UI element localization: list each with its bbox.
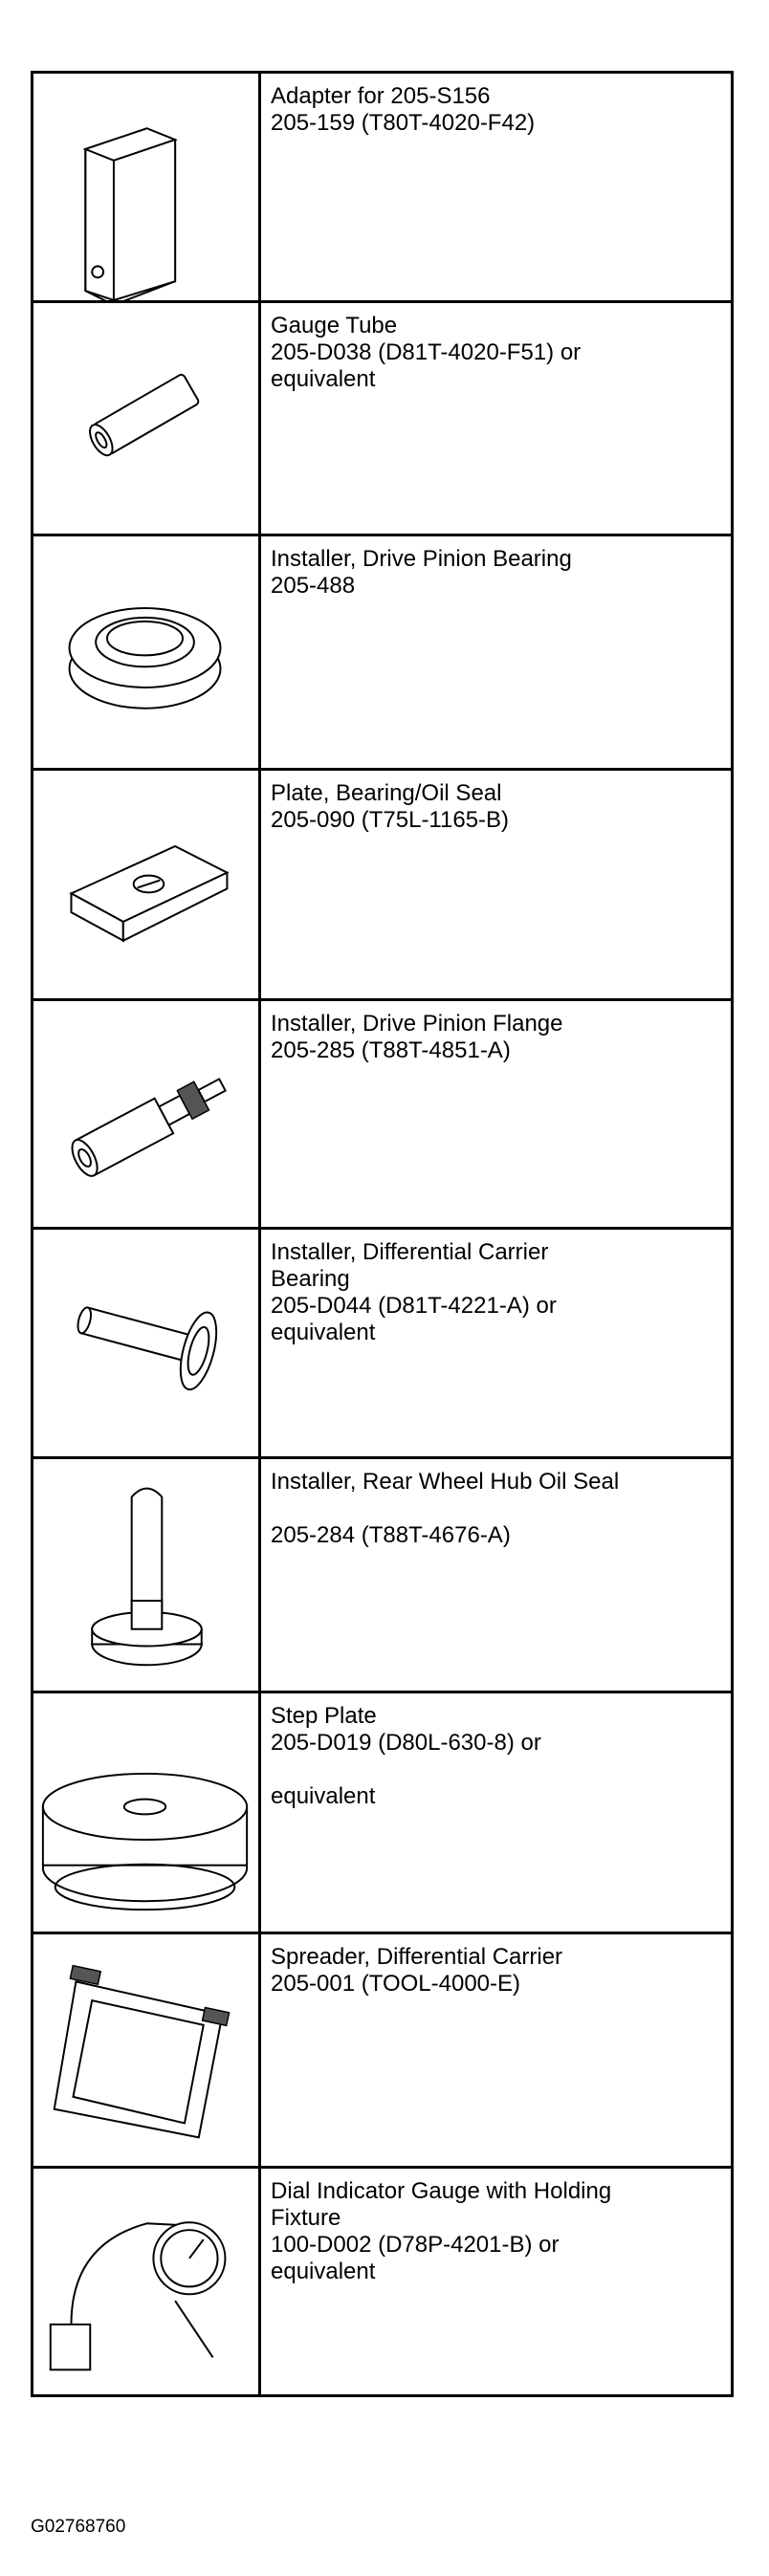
tool-description-cell	[260, 535, 733, 770]
tool-description-cell	[260, 73, 733, 302]
tool-part-number: 205-488	[271, 573, 356, 599]
gauge-tube-icon	[33, 303, 258, 534]
bearing-installer-icon	[33, 536, 258, 768]
tool-row	[33, 1229, 733, 1458]
tool-row	[33, 2168, 733, 2396]
tool-illustration-cell	[33, 770, 260, 1000]
tool-description-cell	[260, 1000, 733, 1229]
tool-description-cell	[260, 2168, 733, 2396]
tool-spacer	[271, 1495, 723, 1522]
tool-part-number: 205-D019 (D80L-630-8) or	[271, 1730, 541, 1756]
tool-name: Installer, Rear Wheel Hub Oil Seal	[271, 1469, 620, 1495]
tool-illustration-cell	[33, 1933, 260, 2168]
tool-name: Step Plate	[271, 1703, 377, 1729]
tool-row	[33, 1000, 733, 1229]
tools-tbody	[33, 73, 733, 2396]
tool-part-number: 205-285 (T88T-4851-A)	[271, 1037, 511, 1063]
tool-note: equivalent	[271, 1320, 376, 1345]
tool-note: equivalent	[271, 1783, 376, 1809]
tool-spacer	[271, 1757, 723, 1783]
tool-part-number: 205-001 (TOOL-4000-E)	[271, 1971, 521, 1997]
tool-part-number: 205-D044 (D81T-4221-A) or	[271, 1293, 557, 1319]
tool-illustration-cell	[33, 1692, 260, 1933]
tool-row	[33, 73, 733, 302]
special-tools-table	[31, 71, 734, 2397]
tool-illustration-cell	[33, 1458, 260, 1692]
tool-part-number: 205-090 (T75L-1165-B)	[271, 807, 510, 833]
tool-name: Dial Indicator Gauge with Holding	[271, 2178, 612, 2204]
seal-plate-icon	[33, 771, 258, 998]
tool-illustration-cell	[33, 73, 260, 302]
tool-name: Spreader, Differential Carrier	[271, 1944, 563, 1970]
tool-name: Installer, Drive Pinion Bearing	[271, 546, 572, 572]
tool-note: equivalent	[271, 2259, 376, 2284]
tool-row	[33, 302, 733, 535]
tool-illustration-cell	[33, 302, 260, 535]
tool-illustration-cell	[33, 535, 260, 770]
tool-illustration-cell	[33, 2168, 260, 2396]
tool-part-number: 205-159 (T80T-4020-F42)	[271, 110, 536, 136]
flange-installer-icon	[33, 1001, 258, 1227]
tool-name: Adapter for 205-S156	[271, 83, 491, 109]
tool-name-continued: Fixture	[271, 2205, 341, 2231]
tool-description-cell	[260, 1692, 733, 1933]
tool-row	[33, 1458, 733, 1692]
tool-description-cell	[260, 1229, 733, 1458]
tool-name: Gauge Tube	[271, 313, 398, 338]
tool-illustration-cell	[33, 1229, 260, 1458]
tool-description-cell	[260, 1458, 733, 1692]
tool-name-continued: Bearing	[271, 1266, 350, 1292]
dial-indicator-icon	[33, 2169, 258, 2394]
tool-description-cell	[260, 770, 733, 1000]
tool-part-number: 205-D038 (D81T-4020-F51) or	[271, 339, 582, 365]
tool-name: Plate, Bearing/Oil Seal	[271, 780, 502, 806]
tool-description-cell	[260, 302, 733, 535]
tool-part-number: 100-D002 (D78P-4201-B) or	[271, 2232, 560, 2258]
tool-part-number: 205-284 (T88T-4676-A)	[271, 1522, 511, 1548]
step-plate-icon	[33, 1693, 258, 1932]
tool-row	[33, 535, 733, 770]
tool-name: Installer, Differential Carrier	[271, 1239, 549, 1265]
tool-row	[33, 1692, 733, 1933]
carrier-bearing-installer-icon	[33, 1230, 258, 1456]
hub-seal-installer-icon	[33, 1459, 258, 1691]
adapter-block-icon	[33, 74, 258, 300]
tool-row	[33, 1933, 733, 2168]
figure-id: G02768760	[31, 2517, 126, 2537]
tool-description-cell	[260, 1933, 733, 2168]
tool-illustration-cell	[33, 1000, 260, 1229]
tool-note: equivalent	[271, 366, 376, 392]
tool-name: Installer, Drive Pinion Flange	[271, 1011, 563, 1037]
tool-row	[33, 770, 733, 1000]
carrier-spreader-icon	[33, 1934, 258, 2166]
